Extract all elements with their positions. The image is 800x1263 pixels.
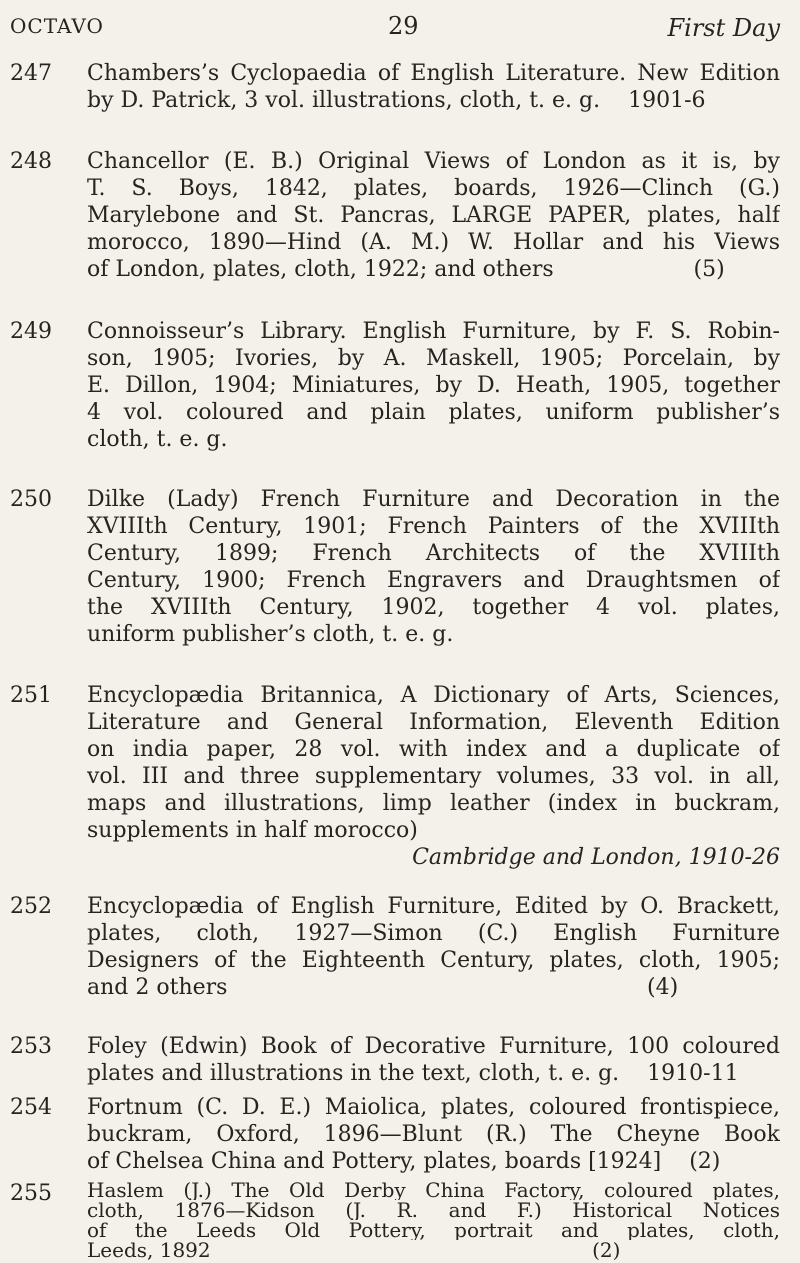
lot-entry <box>10 486 780 648</box>
lot-description <box>87 486 780 648</box>
lot-line: plates and illustrations in the text, cloth, t. e. g. 1910-11 <box>87 1061 739 1086</box>
lot-line: maps and illustrations, limp leather (index in buckram, <box>87 791 780 816</box>
lot-line: Leeds, 1892 (2) <box>87 1238 621 1262</box>
lot-line: XVIIIth Century, 1901; French Painters of the XVIIIth <box>87 514 780 539</box>
lot-line: Designers of the Eighteenth Century, plates, cloth, 1905; <box>87 948 780 973</box>
lot-line: cloth, 1876—Kidson (J. R. and F.) Historical Notices <box>87 1200 780 1220</box>
lot-line: Chancellor (E. B.) Original Views of London as it is, by <box>87 149 780 174</box>
lot-line: Century, 1899; French Architects of the XVIIIth <box>87 541 780 566</box>
lot-line: Century, 1900; French Engravers and Draughtsmen of <box>87 568 780 593</box>
lot-number: 252 <box>10 894 52 919</box>
lot-line: E. Dillon, 1904; Miniatures, by D. Heath, 1905, together <box>87 373 780 398</box>
lot-description <box>87 1180 780 1260</box>
lot-line: Literature and General Information, Eleventh Edition <box>87 710 780 735</box>
lot-description <box>87 60 780 114</box>
lot-line: Connoisseur’s Library. English Furniture, by F. S. Robin- <box>87 319 780 344</box>
lot-number: 250 <box>10 487 52 512</box>
lot-line: plates, cloth, 1927—Simon (C.) English Furniture <box>87 921 780 946</box>
lot-line: and 2 others (4) <box>87 975 679 1000</box>
lot-line: Encyclopædia of English Furniture, Edited by O. Brackett, <box>87 894 780 919</box>
header-format: OCTAVO <box>10 14 104 38</box>
lot-line: the XVIIIth Century, 1902, together 4 vol. plates, <box>87 595 780 620</box>
lot-line: on india paper, 28 vol. with index and a duplicate of <box>87 737 780 762</box>
lot-entry <box>10 60 780 114</box>
lot-line: cloth, t. e. g. <box>87 427 228 452</box>
lot-number: 249 <box>10 319 52 344</box>
page-number: 29 <box>388 12 419 40</box>
lot-description <box>87 1033 780 1087</box>
lot-number: 248 <box>10 149 52 174</box>
lot-line: of Chelsea China and Pottery, plates, boards [1924] (2) <box>87 1149 721 1174</box>
lot-line: uniform publisher’s cloth, t. e. g. <box>87 622 454 647</box>
lot-description <box>87 1094 780 1175</box>
lot-line: Foley (Edwin) Book of Decorative Furniture, 100 coloured <box>87 1034 780 1059</box>
lot-line: Dilke (Lady) French Furniture and Decoration in the <box>87 487 780 512</box>
lot-entry <box>10 1180 780 1260</box>
lot-line: Encyclopædia Britannica, A Dictionary of Arts, Sciences, <box>87 683 780 708</box>
lot-number: 247 <box>10 61 52 86</box>
lot-number: 251 <box>10 683 52 708</box>
lot-entry <box>10 682 780 871</box>
lot-entry <box>10 893 780 1001</box>
lot-number: 253 <box>10 1034 52 1059</box>
lot-entry <box>10 1094 780 1175</box>
lot-description <box>87 318 780 453</box>
lot-imprint: Cambridge and London, 1910-26 <box>412 845 780 870</box>
lot-line: Chambers’s Cyclopaedia of English Literature. New Edition <box>87 61 780 86</box>
lot-entry <box>10 1033 780 1087</box>
lot-line: by D. Patrick, 3 vol. illustrations, cloth, t. e. g. 1901-6 <box>87 88 706 113</box>
lot-description <box>87 893 780 1001</box>
lot-line: 4 vol. coloured and plain plates, uniform publisher’s <box>87 400 780 425</box>
lot-line: Fortnum (C. D. E.) Maiolica, plates, coloured frontispiece, <box>87 1095 780 1120</box>
lot-line: vol. III and three supplementary volumes, 33 vol. in all, <box>87 764 780 789</box>
lot-line: Haslem (J.) The Old Derby China Factory, coloured plates, <box>87 1180 780 1200</box>
lot-description <box>87 148 780 283</box>
lot-line: of London, plates, cloth, 1922; and others (5) <box>87 257 725 282</box>
lot-line: son, 1905; Ivories, by A. Maskell, 1905; Porcelain, by <box>87 346 780 371</box>
lot-line: buckram, Oxford, 1896—Blunt (R.) The Cheyne Book <box>87 1122 780 1147</box>
header-day: First Day <box>667 14 780 42</box>
lot-line: supplements in half morocco) <box>87 818 418 843</box>
lot-line: T. S. Boys, 1842, plates, boards, 1926—Clinch (G.) <box>87 176 780 201</box>
lot-line: Marylebone and St. Pancras, LARGE PAPER, plates, half <box>87 203 780 228</box>
lot-entry <box>10 148 780 283</box>
lot-entry <box>10 318 780 453</box>
lot-number: 255 <box>10 1181 52 1206</box>
lot-description <box>87 682 780 871</box>
lot-number: 254 <box>10 1095 52 1120</box>
lot-line: morocco, 1890—Hind (A. M.) W. Hollar and his Views <box>87 230 780 255</box>
page-header <box>10 14 780 46</box>
lot-line: of the Leeds Old Pottery, portrait and plates, cloth, <box>87 1220 780 1240</box>
